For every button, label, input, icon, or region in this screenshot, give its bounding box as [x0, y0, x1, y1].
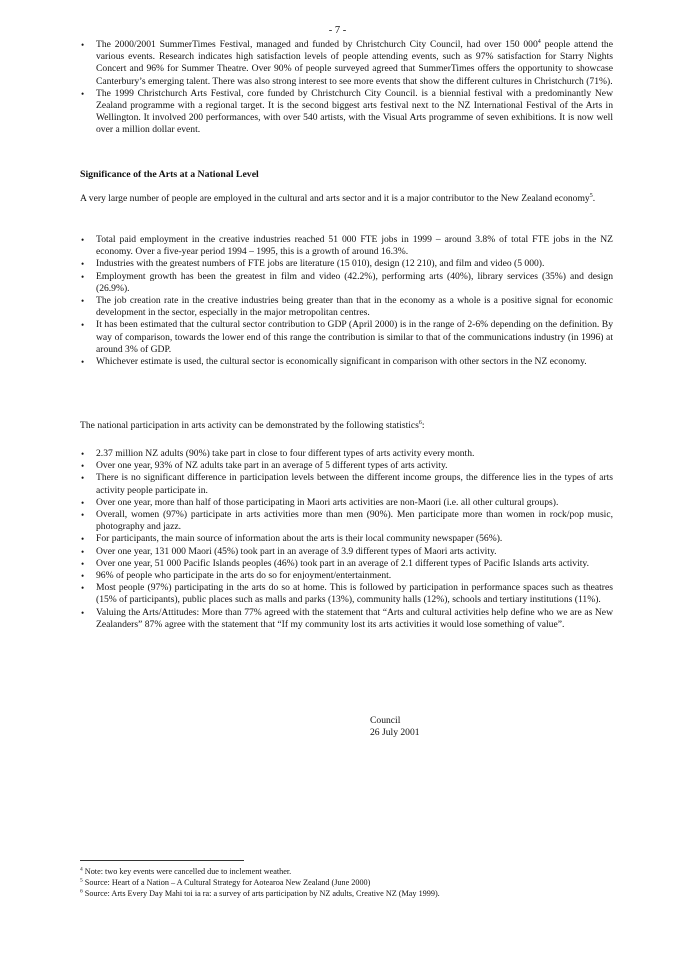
bullet-text: There is no significant difference in participation levels between the different income groups, the difference lies in the types of arts activity people participate in. — [96, 472, 613, 496]
bullet-icon: • — [81, 235, 85, 245]
list-item — [80, 295, 613, 319]
bullet-text: The 1999 Christchurch Arts Festival, core funded by Christchurch City Council. is a biennial festival with a predominantly New Zealand programme with a regional target. It is the second biggest arts festival next to the NZ International Festival of the Arts in Wellington. It involved 200 performances, with over 540 artists, with the Visual Arts programme of seven exhibitions. It is now well over a million dollar event. — [96, 87, 613, 136]
footnote-text: Source: Arts Every Day Mahi toi ia ra: a survey of arts participation by NZ adults, Creative NZ (May 1999). — [84, 889, 440, 898]
bullet-icon: • — [81, 534, 85, 545]
bullet-icon: • — [81, 607, 85, 618]
participation-bullet-list — [80, 448, 613, 631]
list-item — [80, 319, 613, 356]
bullet-icon: • — [81, 40, 85, 50]
bullet-icon: • — [81, 271, 85, 282]
bullet-text: 96% of people who participate in the arts do so for enjoyment/entertainment. — [96, 570, 392, 582]
list-item — [80, 533, 613, 545]
bullet-icon: • — [81, 558, 85, 569]
bullet-text: It has been estimated that the cultural sector contribution to GDP (April 2000) is in the range of 2-6% depending on the definition. By way of comparison, towards the lower end of this range the contribution is similar to that of the communications industry (in 1996) at around 3% of GDP. — [96, 319, 613, 355]
footnote — [80, 866, 613, 877]
footnote — [80, 888, 613, 899]
footnotes — [80, 866, 613, 899]
footnote — [80, 877, 613, 888]
list-item — [80, 460, 613, 472]
bullet-text: Total paid employment in the creative industries reached 51 000 FTE jobs in 1999 – around 3.8% of total FTE jobs in the NZ economy. Over a five-year period 1994 – 1995, this is a growth of around 16.3%. — [96, 234, 613, 258]
footnote-text: Note: two key events were cancelled due to inclement weather. — [84, 867, 292, 876]
list-item — [80, 271, 613, 295]
bullet-icon: • — [81, 259, 85, 270]
bullet-text: For participants, the main source of information about the arts is their local community newspaper (56%). — [96, 533, 503, 545]
list-item — [80, 570, 613, 582]
paragraph-text: The national participation in arts activity can be demonstrated by the following statistics — [80, 420, 419, 431]
bullet-icon: • — [81, 571, 85, 582]
footnote-ref: 6 — [418, 419, 422, 426]
bullet-icon: • — [81, 461, 85, 472]
bullet-text: 2.37 million NZ adults (90%) take part in close to four different types of arts activity every month. — [96, 448, 475, 459]
list-item — [80, 258, 613, 270]
festival-bullet-list — [80, 39, 613, 137]
paragraph-tail: . — [592, 193, 596, 204]
bullet-icon: • — [81, 510, 85, 521]
signature-block — [370, 715, 420, 739]
list-item — [80, 472, 613, 496]
bullet-icon: • — [81, 583, 85, 594]
bullet-icon: • — [81, 449, 85, 459]
participation-intro-paragraph — [80, 420, 613, 432]
employment-bullet-list — [80, 234, 613, 368]
bullet-text: Whichever estimate is used, the cultural sector is economically significant in comparison with other sectors in the NZ economy. — [96, 356, 587, 368]
bullet-text: Over one year, more than half of those participating in Maori arts activities are non-Maori (i.e. all other cultural groups). — [96, 496, 559, 508]
bullet-icon: • — [81, 497, 85, 508]
national-intro-paragraph — [80, 193, 613, 205]
footnote-divider — [80, 860, 244, 861]
paragraph-text: A very large number of people are employed in the cultural and arts sector and it is a major contributor to the New Zealand economy — [80, 193, 590, 204]
list-item — [80, 448, 613, 460]
signature-date: 26 July 2001 — [370, 727, 420, 738]
bullet-icon: • — [81, 88, 85, 99]
list-item — [80, 546, 613, 558]
bullet-text: Most people (97%) participating in the arts do so at home. This is followed by participation in performance spaces such as theatres (15% of participants), public places such as malls and parks (13%), community halls (12%), schools and tertiary institutions (11%). — [96, 582, 613, 606]
signature-author: Council — [370, 715, 401, 726]
footnote-number: 6 — [80, 888, 83, 895]
bullet-text: Overall, women (97%) participate in arts activities more than men (90%). Men participate more than women in rock/pop music, photography and jazz. — [96, 509, 613, 533]
paragraph-tail: : — [421, 420, 425, 431]
bullet-icon: • — [81, 473, 85, 484]
bullet-text-tail: people attend the various events. Research indicates high satisfaction levels of people attending events, such as 97% satisfaction for Starry Nights Concert and 96% for Summer Theatre. Over 90% of people surveyed agreed that SummerTimes offers the opportunity to showcase Canterbury’s emerging talent. There was also strong interest to see more events that show the different cultures in Christchurch (71%). — [96, 39, 613, 87]
list-item — [80, 497, 613, 509]
footnote-number: 5 — [80, 877, 83, 884]
list-item — [80, 88, 613, 137]
footnote-text: Source: Heart of a Nation – A Cultural Strategy for Aotearoa New Zealand (June 2000) — [84, 878, 371, 887]
bullet-icon: • — [81, 296, 85, 307]
bullet-text: Industries with the greatest numbers of FTE jobs are literature (15 010), design (12 210), and film and video (5 000). — [96, 258, 545, 270]
footnote-ref: 5 — [589, 192, 593, 199]
bullet-icon: • — [81, 320, 85, 331]
list-item — [80, 582, 613, 606]
page-number: - 7 - — [328, 25, 347, 36]
bullet-text: Employment growth has been the greatest in film and video (42.2%), performing arts (40%), library services (35%) and design (26.9%). — [96, 270, 613, 294]
bullet-text: Over one year, 131 000 Maori (45%) took part in an average of 3.9 different types of Maori arts activity. — [96, 545, 497, 557]
list-item — [80, 39, 613, 88]
list-item — [80, 356, 613, 368]
list-item — [80, 234, 613, 258]
bullet-icon: • — [81, 357, 85, 368]
bullet-text: The 2000/2001 SummerTimes Festival, managed and funded by Christchurch City Council, had over 150 000 — [96, 39, 538, 50]
bullet-icon: • — [81, 546, 85, 557]
footnote-number: 4 — [80, 866, 83, 873]
footnote-ref: 4 — [537, 38, 541, 45]
bullet-text: The job creation rate in the creative industries being greater than that in the economy as a whole is a positive signal for economic development in the sector, especially in the major metropolitan centres. — [96, 295, 613, 319]
list-item — [80, 607, 613, 631]
list-item — [80, 558, 613, 570]
section-heading: Significance of the Arts at a National Level — [80, 169, 259, 180]
list-item — [80, 509, 613, 533]
bullet-text: Over one year, 51 000 Pacific Islands peoples (46%) took part in an average of 2.1 different types of Pacific Islands arts activity. — [96, 557, 589, 569]
bullet-text: Valuing the Arts/Attitudes: More than 77% agreed with the statement that “Arts and cultural activities help define who we are as New Zealanders” 87% agree with the statement that “If my community lost its arts activities it would lose something of value”. — [96, 606, 613, 630]
bullet-text: Over one year, 93% of NZ adults take part in an average of 5 different types of arts activity. — [96, 460, 448, 472]
